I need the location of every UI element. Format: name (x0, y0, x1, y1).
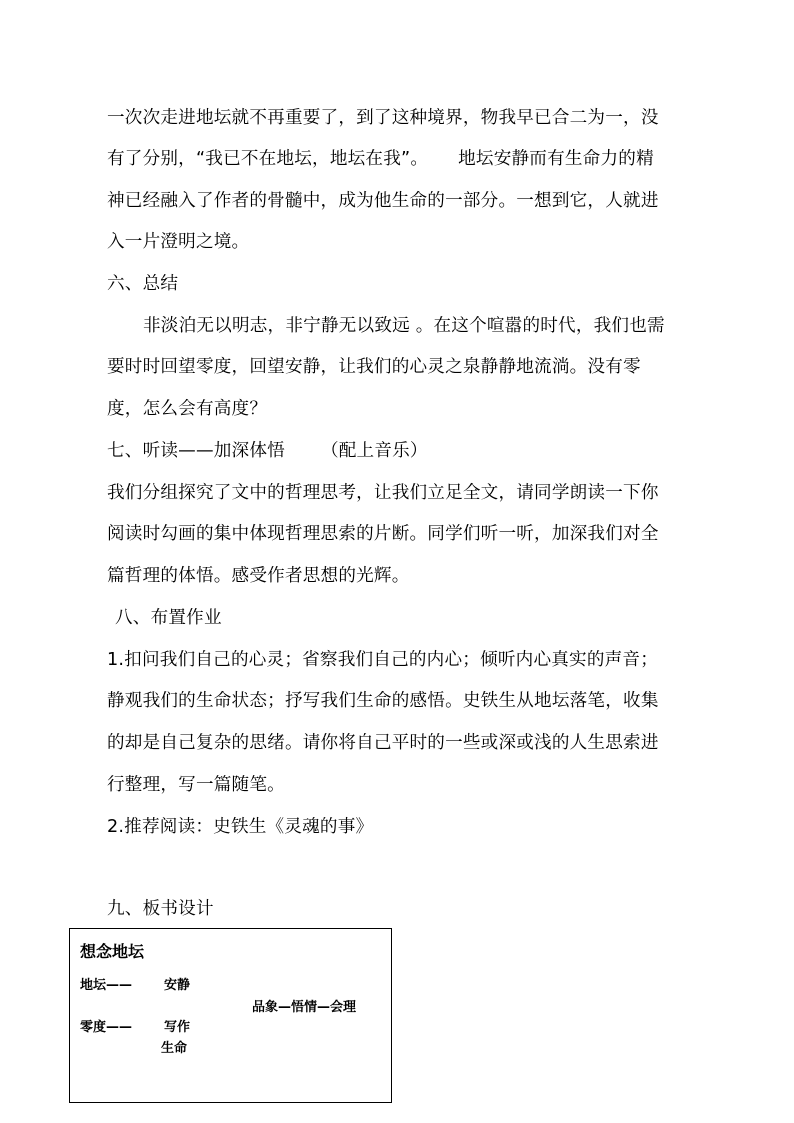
paragraph-line: 入一片澄明之境。 (107, 232, 250, 252)
paragraph-line: 非淡泊无以明志，非宁静无以致远 。在这个喧嚣的时代，我们也需 (143, 316, 665, 336)
board-design-box (69, 928, 392, 1103)
paragraph-segment: 地坛安静而有生命力的精 (458, 149, 654, 169)
section-heading-board: 九、板书设计 (107, 899, 214, 919)
board-right-bottom-1: 写作 (164, 1020, 191, 1035)
paragraph-line: 阅读时勾画的集中体现哲理思索的片断。同学们听一听，加深我们对全 (107, 524, 659, 544)
section-heading-listen (107, 439, 428, 463)
paragraph-line: 我们分组探究了文中的哲理思考，让我们立足全文，请同学朗读一下你 (107, 483, 659, 503)
board-right-bottom-2: 生命 (161, 1041, 188, 1056)
section-heading-summary: 六、总结 (107, 274, 179, 294)
board-middle: 品象—悟情—会理 (252, 1000, 357, 1015)
paragraph-line: 神已经融入了作者的骨髓中，成为他生命的一部分。一想到它，人就进 (107, 191, 659, 211)
section-heading-text: 七、听读——加深体悟 (107, 441, 285, 461)
paragraph-line: 一次次走进地坛就不再重要了，到了这种境界，物我早已合二为一，没 (107, 108, 659, 128)
paragraph-line: 篇哲理的体悟。感受作者思想的光辉。 (107, 566, 410, 586)
paragraph-line: 1.扣问我们自己的心灵；省察我们自己的内心；倾听内心真实的声音； (107, 650, 659, 670)
paragraph-segment: 有了分别，“我已不在地坛，地坛在我”。 (107, 149, 429, 169)
section-heading-note: （配上音乐） (320, 441, 428, 461)
board-left-top: 地坛—— (80, 978, 133, 993)
paragraph-line: 行整理，写一篇随笔。 (107, 775, 285, 795)
paragraph-line: 的却是自己复杂的思绪。请你将自己平时的一些或深或浅的人生思索进 (107, 733, 659, 753)
board-title: 想念地坛 (80, 942, 145, 961)
paragraph-line: 静观我们的生命状态；抒写我们生命的感悟。史铁生从地坛落笔，收集 (107, 691, 659, 711)
paragraph-line: 2.推荐阅读：史铁生《灵魂的事》 (107, 817, 374, 837)
board-right-top: 安静 (164, 978, 191, 993)
board-left-bottom: 零度—— (80, 1020, 133, 1035)
paragraph-line-with-quote (107, 147, 654, 171)
paragraph-line: 度，怎么会有高度？ (107, 399, 268, 419)
section-heading-homework: 八、布置作业 (115, 608, 222, 628)
paragraph-line: 要时时回望零度，回望安静，让我们的心灵之泉静静地流淌。没有零 (107, 357, 641, 377)
